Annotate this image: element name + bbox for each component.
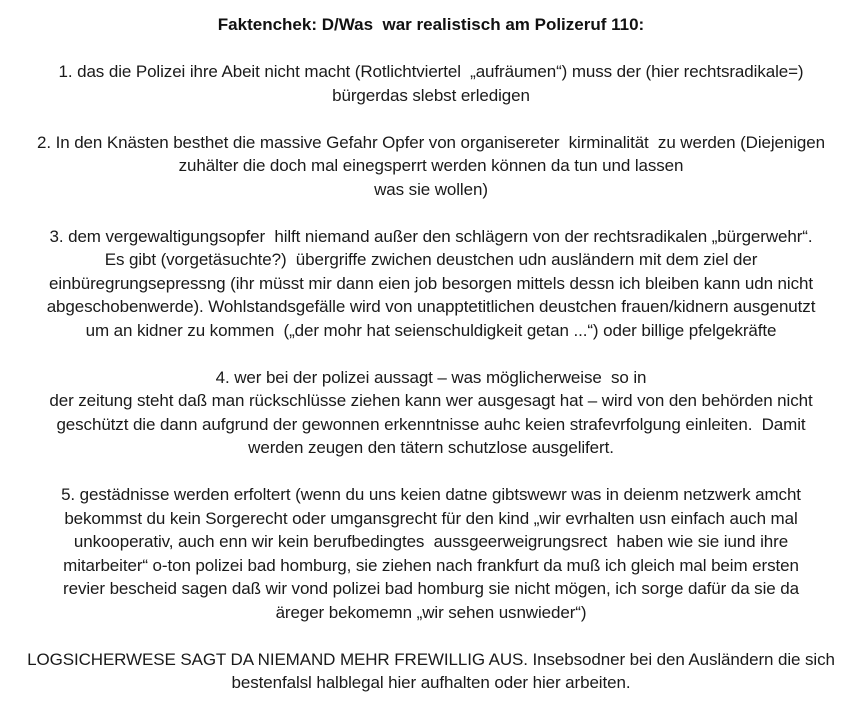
text-line: revier bescheid sagen daß wir vond polizei bad homburg sie nicht mögen, ich sorge dafür da sie da [63, 579, 799, 598]
text-line: unkooperativ, auch enn wir kein berufbedingtes aussgeerweigrungsrect haben wie sie iund ihre [73, 532, 789, 551]
text-line: geschützt die dann aufgrund der gewonnen erkenntnisse auhc keien strafevrfolgung einleiten. Damit [56, 414, 806, 434]
text-line: LOGSICHERWESE SAGT DA NIEMAND MEHR FREWILLIG AUS. Insebsodner bei den Ausländern die sich [27, 649, 835, 669]
text-line: abgeschobenwerde). Wohlstandsgefälle wird von unapptetitlichen deustchen frauen/kidnern ausgenutzt [46, 297, 816, 316]
paragraph-5 [0, 483, 862, 624]
text-line: bürgerdas slebst erledigen [332, 85, 530, 105]
text-line: äreger bekomemn „wir sehen usnwieder“) [275, 602, 587, 622]
text-line: Es gibt (vorgetäsuchte?) übergriffe zwichen deustchen udn ausländern mit dem ziel der [104, 250, 758, 269]
text-line: werden zeugen den tätern schutzlose ausgelifert. [248, 438, 614, 457]
text-line: 5. gestädnisse werden erfoltert (wenn du uns keien datne gibtswewr was in deienm netzwerk amcht [61, 485, 801, 504]
document-title: Faktenchek: D/Was war realistisch am Polizeruf 110: [217, 15, 645, 34]
paragraph-2 [0, 131, 862, 202]
paragraph-4 [0, 366, 862, 460]
paragraph-closing [0, 648, 862, 695]
text-line: 4. wer bei der polizei aussagt – was möglicherweise so in [215, 367, 647, 387]
text-line: 3. dem vergewaltigungsopfer hilft niemand außer den schlägern von der rechtsradikalen „bürgerwehr“. [49, 226, 813, 246]
text-line: zuhälter die doch mal einegsperrt werden können da tun und lassen [178, 156, 684, 175]
text-line: einbüregrungsepressng (ihr müsst mir dann eien job besorgen mittels dessn ich bleiben kann udn nicht [49, 273, 813, 293]
text-line: mitarbeiter“ o-ton polizei bad homburg, sie ziehen nach frankfurt da muß ich gleich mal beim ersten [63, 555, 799, 575]
text-line: was sie wollen) [374, 179, 488, 199]
paragraph-3 [0, 225, 862, 343]
text-line: der zeitung steht daß man rückschlüsse ziehen kann wer ausgesagt hat – wird von den behörden nicht [49, 391, 813, 410]
text-line: bestenfalsl halblegal hier aufhalten oder hier arbeiten. [231, 673, 631, 692]
text-line: 1. das die Polizei ihre Abeit nicht macht (Rotlichtviertel „aufräumen“) muss der (hier rechtsradikale=) [58, 62, 804, 81]
paragraph-1 [0, 60, 862, 107]
text-line: um an kidner zu kommen („der mohr hat seienschuldigkeit getan ...“) oder billige pfelgekräfte [85, 320, 777, 340]
text-line: bekommst du kein Sorgerecht oder umgansgrecht für den kind „wir evrhalten usn einfach auch mal [64, 508, 798, 528]
text-line: 2. In den Knästen besthet die massive Gefahr Opfer von organisereter kirminalität zu werden (Diejenigen [37, 132, 825, 152]
